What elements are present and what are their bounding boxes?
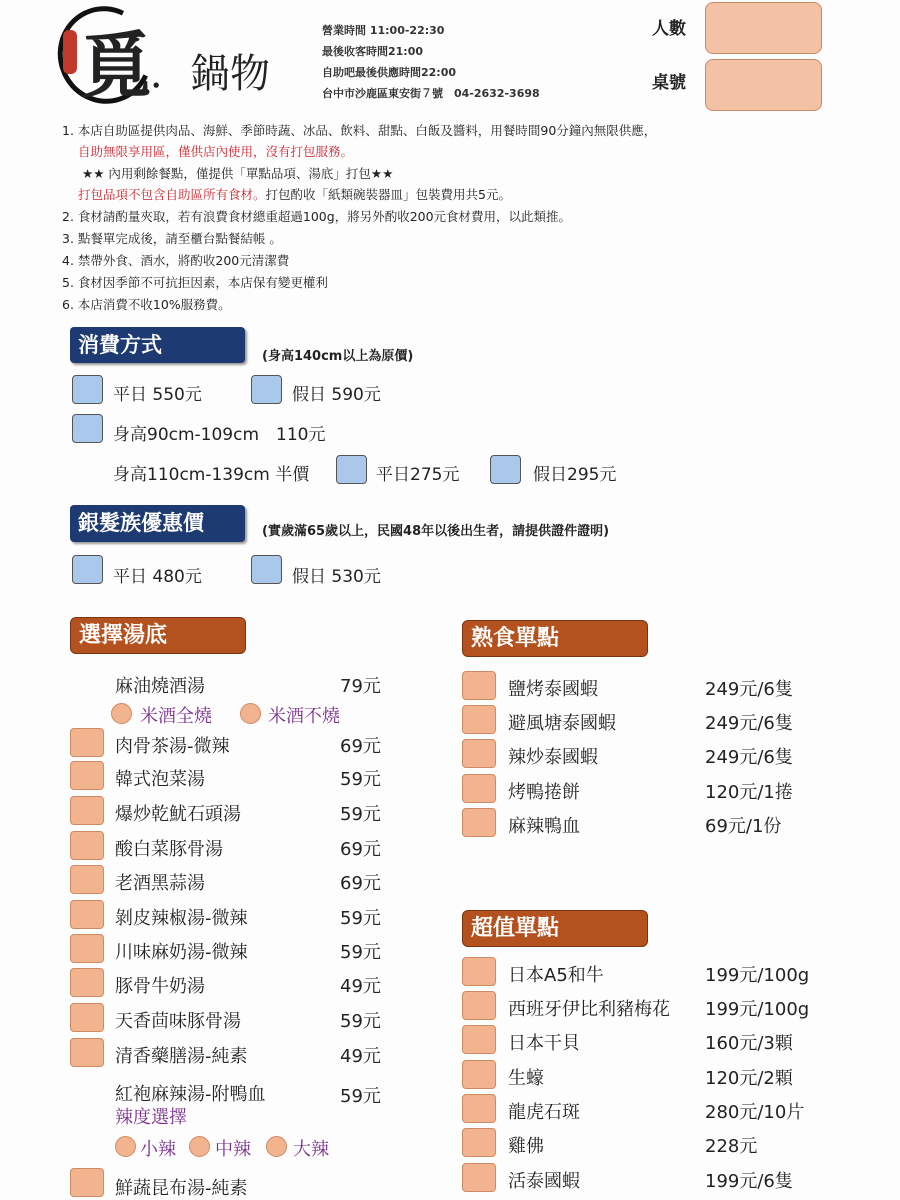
soup-price: 59元 <box>340 908 381 929</box>
spicy-mild-radio[interactable] <box>115 1136 136 1157</box>
soup-checkbox[interactable] <box>70 968 104 997</box>
spicy-medium-label: 中辣 <box>215 1139 251 1160</box>
soup-checkbox[interactable] <box>70 761 104 790</box>
people-field[interactable] <box>705 2 822 54</box>
logo-mark: 覓 <box>80 23 153 108</box>
soup-price: 59元 <box>340 942 381 963</box>
weekday-checkbox[interactable] <box>72 375 103 404</box>
value-item-price: 199元/6隻 <box>705 1171 793 1192</box>
soup-checkbox[interactable] <box>70 900 104 929</box>
cooked-item-price: 120元/1捲 <box>705 782 793 803</box>
spicy-medium-radio[interactable] <box>189 1136 210 1157</box>
senior-holiday-price: 假日 530元 <box>292 567 381 587</box>
rule-5: 5. 食材因季節不可抗拒因素，本店保有變更權利 <box>62 275 328 290</box>
rule-1-takeout: ★★ 內用剩餘餐點，僅提供「單點品項、湯底」打包★★ <box>82 166 394 181</box>
value-item-price: 228元 <box>705 1136 758 1157</box>
holiday-price: 假日 590元 <box>292 385 381 405</box>
child-weekday-price: 平日275元 <box>376 465 460 485</box>
cooked-header: 熟食單點 <box>462 620 648 657</box>
value-item-name: 雞佛 <box>508 1136 544 1157</box>
weekday-price: 平日 550元 <box>113 385 202 405</box>
senior-header: 銀髮族優惠價 <box>70 505 245 542</box>
value-item-price: 199元/100g <box>705 999 810 1020</box>
cooked-item-price: 249元/6隻 <box>705 679 793 700</box>
soup-price: 59元 <box>340 804 381 825</box>
soup-price: 79元 <box>340 676 381 697</box>
soup-price: 69元 <box>340 736 381 757</box>
child-holiday-checkbox[interactable] <box>490 455 521 484</box>
child-mid-label: 身高110cm-139cm 半價 <box>113 465 310 485</box>
pricing-header: 消費方式 <box>70 327 245 363</box>
address-phone: 台中市沙鹿區東安街７號 04-2632-3698 <box>322 87 540 100</box>
soup-name: 麻油燒酒湯 <box>115 676 205 697</box>
rule-3: 3. 點餐單完成後，請至櫃台點餐結帳 。 <box>62 231 282 246</box>
soup-checkbox[interactable] <box>70 934 104 963</box>
senior-weekday-price: 平日 480元 <box>113 567 202 587</box>
table-field[interactable] <box>705 59 822 111</box>
rule-6: 6. 本店消費不收10%服務費。 <box>62 297 231 312</box>
spicy-soup-name: 紅袍麻辣湯-附鴨血 <box>115 1084 266 1105</box>
child-small-price: 身高90cm-109cm 110元 <box>113 425 326 445</box>
store-name: ．鍋物 <box>150 51 270 97</box>
soup-price: 49元 <box>340 976 381 997</box>
kelp-soup-name: 鮮蔬昆布湯-純素 <box>115 1178 248 1199</box>
rule-2: 2. 食材請酌量夾取，若有浪費食材總重超過100g，將另外酌收200元食材費用，以此類推。 <box>62 209 572 224</box>
cooked-item-name: 鹽烤泰國蝦 <box>508 679 598 700</box>
value-item-checkbox[interactable] <box>462 1094 496 1123</box>
packaging-exclusion: 打包品項不包含自助區所有食材。 <box>78 187 266 202</box>
value-item-name: 龍虎石斑 <box>508 1102 580 1123</box>
cooked-item-name: 辣炒泰國蝦 <box>508 747 598 768</box>
rice-wine-burn-label: 米酒全燒 <box>140 706 212 727</box>
soup-price: 49元 <box>340 1046 381 1067</box>
spicy-hot-label: 大辣 <box>293 1139 329 1160</box>
holiday-checkbox[interactable] <box>251 375 282 404</box>
packaging-fee: 打包酌收「紙類碗裝器皿」包裝費用共5元。 <box>265 187 511 202</box>
soup-price: 69元 <box>340 873 381 894</box>
soup-price: 69元 <box>340 839 381 860</box>
value-item-price: 160元/3顆 <box>705 1033 793 1054</box>
rule-1-packaging <box>78 185 511 203</box>
cooked-item-checkbox[interactable] <box>462 774 496 803</box>
soup-name: 韓式泡菜湯 <box>115 769 205 790</box>
cooked-item-name: 避風塘泰國蝦 <box>508 713 616 734</box>
value-item-price: 199元/100g <box>705 965 810 986</box>
soup-checkbox[interactable] <box>70 865 104 894</box>
value-item-name: 活泰國蝦 <box>508 1171 580 1192</box>
cooked-item-checkbox[interactable] <box>462 808 496 837</box>
soup-name: 爆炒乾魷石頭湯 <box>115 804 241 825</box>
rice-wine-burn-radio[interactable] <box>111 703 132 724</box>
senior-note: (實歲滿65歲以上，民國48年以後出生者，請提供證件證明) <box>262 524 610 539</box>
spicy-mild-label: 小辣 <box>140 1139 176 1160</box>
value-item-checkbox[interactable] <box>462 957 496 986</box>
soup-price: 59元 <box>340 769 381 790</box>
soup-name: 剝皮辣椒湯-微辣 <box>115 908 248 929</box>
kelp-soup-checkbox[interactable] <box>70 1168 104 1197</box>
cooked-item-price: 249元/6隻 <box>705 747 793 768</box>
cooked-item-checkbox[interactable] <box>462 739 496 768</box>
value-header: 超值單點 <box>462 910 648 947</box>
soup-price: 59元 <box>340 1011 381 1032</box>
value-item-name: 生蠔 <box>508 1068 544 1089</box>
rule-4: 4. 禁帶外食、酒水，將酌收200元清潔費 <box>62 253 290 268</box>
cooked-item-name: 麻辣鴨血 <box>508 816 580 837</box>
child-weekday-checkbox[interactable] <box>336 455 367 484</box>
spicy-hot-radio[interactable] <box>266 1136 287 1157</box>
soup-name: 老酒黑蒜湯 <box>115 873 205 894</box>
child-holiday-price: 假日295元 <box>533 465 617 485</box>
soup-checkbox[interactable] <box>70 1003 104 1032</box>
value-item-checkbox[interactable] <box>462 1163 496 1192</box>
last-entry-time: 最後收客時間21:00 <box>322 45 424 58</box>
soup-name: 天香茴味豚骨湯 <box>115 1011 241 1032</box>
soup-name: 清香藥膳湯-純素 <box>115 1046 248 1067</box>
senior-weekday-checkbox[interactable] <box>72 555 103 584</box>
rule-1-note: 自助無限享用區，僅供店內使用，沒有打包服務。 <box>78 144 354 159</box>
value-item-checkbox[interactable] <box>462 991 496 1020</box>
soup-header: 選擇湯底 <box>70 617 246 654</box>
logo-seal <box>63 30 77 74</box>
rule-1: 1. 本店自助區提供肉品、海鮮、季節時蔬、冰品、飲料、甜點、白飯及醬料，用餐時間90分鐘內無限供應， <box>62 123 657 138</box>
rice-wine-noburn-radio[interactable] <box>240 703 261 724</box>
cooked-item-checkbox[interactable] <box>462 705 496 734</box>
value-item-checkbox[interactable] <box>462 1128 496 1157</box>
business-hours: 營業時間 11:00-22:30 <box>322 24 445 37</box>
cooked-item-checkbox[interactable] <box>462 671 496 700</box>
soup-checkbox[interactable] <box>70 796 104 825</box>
senior-holiday-checkbox[interactable] <box>251 555 282 584</box>
spicy-level-label: 辣度選擇 <box>115 1107 187 1128</box>
people-label: 人數 <box>652 19 686 39</box>
pricing-note: (身高140cm以上為原價) <box>262 349 414 364</box>
soup-checkbox[interactable] <box>70 728 104 757</box>
value-item-name: 西班牙伊比利豬梅花 <box>508 999 670 1020</box>
value-item-checkbox[interactable] <box>462 1025 496 1054</box>
cooked-item-price: 249元/6隻 <box>705 713 793 734</box>
spicy-soup-price: 59元 <box>340 1086 381 1107</box>
table-label: 桌號 <box>652 73 686 93</box>
value-item-name: 日本干貝 <box>508 1033 580 1054</box>
value-item-name: 日本A5和牛 <box>508 965 604 986</box>
value-item-price: 280元/10片 <box>705 1102 805 1123</box>
soup-name: 豚骨牛奶湯 <box>115 976 205 997</box>
soup-checkbox[interactable] <box>70 1038 104 1067</box>
soup-name: 酸白菜豚骨湯 <box>115 839 223 860</box>
soup-name: 肉骨茶湯-微辣 <box>115 736 230 757</box>
soup-checkbox[interactable] <box>70 831 104 860</box>
value-item-price: 120元/2顆 <box>705 1068 793 1089</box>
child-small-checkbox[interactable] <box>72 414 103 443</box>
buffet-last-time: 自助吧最後供應時間22:00 <box>322 66 457 79</box>
soup-name: 川味麻奶湯-微辣 <box>115 942 248 963</box>
cooked-item-name: 烤鴨捲餅 <box>508 782 580 803</box>
value-item-checkbox[interactable] <box>462 1060 496 1089</box>
rice-wine-noburn-label: 米酒不燒 <box>268 706 340 727</box>
cooked-item-price: 69元/1份 <box>705 816 782 837</box>
